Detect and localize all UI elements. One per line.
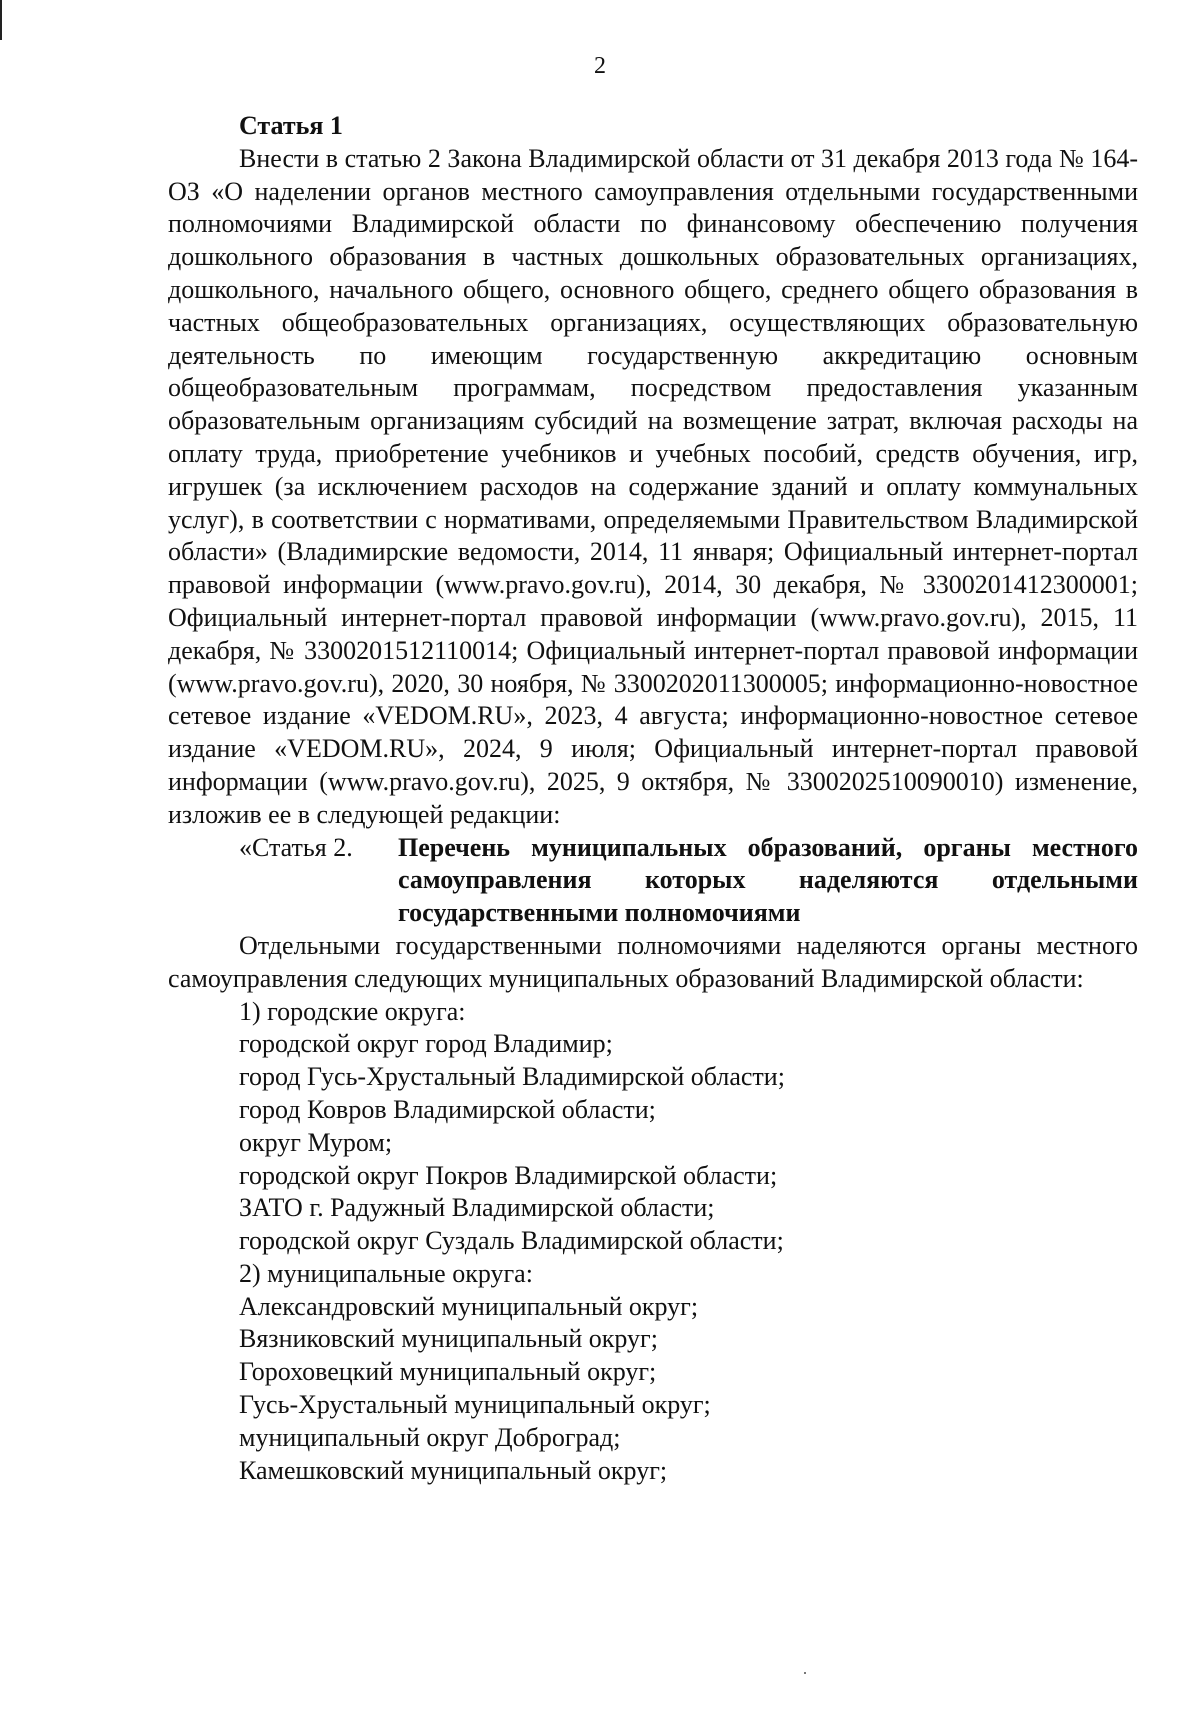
list-item: Вязниковский муниципальный округ; — [239, 1324, 658, 1354]
list-item: город Ковров Владимирской области; — [239, 1094, 656, 1124]
list-item: городской округ Суздаль Владимирской области; — [239, 1226, 784, 1256]
list-item: Александровский муниципальный округ; — [239, 1291, 699, 1321]
scan-speck — [804, 1672, 806, 1674]
list-item: ЗАТО г. Радужный Владимирской области; — [239, 1193, 715, 1223]
new-article-label: «Статья 2. — [239, 832, 353, 862]
article-paragraph: Внести в статью 2 Закона Владимирской области от 31 декабря 2013 года № 164-ОЗ «О наделении органов местного самоуправления отдельными государственными полномочиями Владимирской области по финансовому обеспечению получения дошкольного образования в частных дошкольных образовательных организациях, дошкольного, начального общего, основного общего, среднего общего образования в частных общеобразовательных организациях, осуществляющих образовательную деятельность по имеющим государственную аккредитацию основным общеобразовательным программам, посредством предоставления указанным образовательным организациям субсидий на возмещение затрат, включая расходы на оплату труда, приобретение учебников и учебных пособий, средств обучения, игр, игрушек (за исключением расходов на содержание зданий и оплату коммунальных услуг), в соответствии с нормативами, определяемыми Правительством Владимирской области» (Владимирские ведомости, 2014, 11 января; Официальный интернет-портал правовой информации (www.pravo.gov.ru), 2014, 30 декабря, № 3300201412300001; Официальный интернет-портал правовой информации (www.pravo.gov.ru), 2015, 11 декабря, № 3300201512110014; Официальный интернет-портал правовой информации (www.pravo.gov.ru), 2020, 30 ноября, № 3300202011300005; информационно-новостное сетевое издание «VEDOM.RU», 2023, 4 августа; информационно-новостное сетевое издание «VEDOM.RU», 2024, 9 июля; Официальный интернет-портал правовой информации (www.pravo.gov.ru), 2025, 9 октября, № 3300202510090010) изменение, изложив ее в следующей редакции: — [168, 143, 1138, 829]
page-number: 2 — [594, 53, 606, 79]
new-article-heading — [168, 832, 1138, 930]
article-heading: Статья 1 — [239, 111, 343, 140]
new-article-intro: Отдельными государственными полномочиями наделяются органы местного самоуправления следующих муниципальных образований Владимирской области: — [168, 930, 1138, 993]
list-item: округ Муром; — [239, 1127, 393, 1157]
municipality-list — [168, 996, 1138, 1488]
new-article-title: Перечень муниципальных образований, органы местного самоуправления которых наделяются отдельными государственными полномочиями — [398, 832, 1138, 928]
list-item: городской округ Покров Владимирской области; — [239, 1160, 778, 1190]
list-item: 2) муниципальные округа: — [239, 1258, 533, 1288]
list-item: Гороховецкий муниципальный округ; — [239, 1357, 657, 1387]
scan-edge-mark — [0, 0, 2, 40]
list-item: город Гусь-Хрустальный Владимирской области; — [239, 1062, 785, 1092]
list-item: городской округ город Владимир; — [239, 1029, 613, 1059]
list-item: муниципальный округ Доброград; — [239, 1422, 621, 1452]
document-body — [168, 110, 1138, 1487]
list-item: Гусь-Хрустальный муниципальный округ; — [239, 1390, 711, 1420]
list-item: Камешковский муниципальный округ; — [239, 1455, 668, 1485]
list-item: 1) городские округа: — [239, 996, 466, 1026]
